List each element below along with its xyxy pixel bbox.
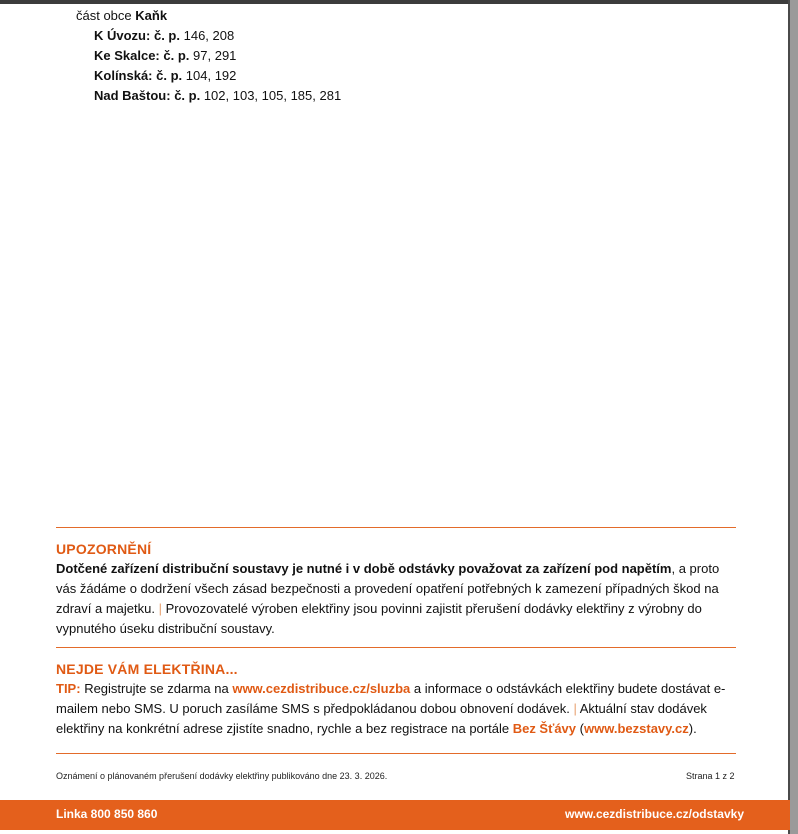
tip-text-part: Aktuální stav dodávek elektřiny na konkrétní adrese zjistíte snadno, rychle a bez registrace na portále: [56, 701, 707, 736]
cp-label: č. p.: [153, 28, 180, 43]
warning-text: [56, 559, 740, 639]
separator: |: [573, 701, 577, 716]
brand-name: Bez Šťávy: [512, 721, 577, 736]
part-prefix: část obce: [76, 8, 132, 23]
street-name: Kolínská:: [94, 68, 153, 83]
separator: |: [158, 601, 163, 616]
house-numbers: 102, 103, 105, 185, 281: [203, 88, 342, 103]
street-name: Nad Baštou:: [94, 88, 171, 103]
publication-note: Oznámení o plánovaném přerušení dodávky elektřiny publikováno dne 23. 3. 2026.: [56, 771, 388, 781]
tip-title: NEJDE VÁM ELEKTŘINA...: [56, 661, 238, 677]
tip-label: TIP:: [56, 681, 81, 696]
warning-text-part: Provozovatelé výroben elektřiny jsou povinni zajistit přerušení dodávky elektřiny z výrobny do vypnutého úseku distribuční soustavy.: [56, 601, 702, 636]
municipality-part: [76, 6, 341, 26]
street-row: [76, 86, 341, 106]
bezstavy-link[interactable]: www.bezstavy.cz: [584, 721, 689, 736]
address-list: [76, 6, 341, 106]
street-name: Ke Skalce:: [94, 48, 160, 63]
part-name: Kaňk: [135, 8, 168, 23]
house-numbers: 97, 291: [193, 48, 237, 63]
tip-text: [56, 679, 740, 739]
cp-label: č. p.: [156, 68, 183, 83]
street-row: [76, 66, 341, 86]
cp-label: č. p.: [163, 48, 190, 63]
window-top-border: [0, 0, 798, 4]
hotline: Linka 800 850 860: [56, 807, 158, 821]
footer-website-link[interactable]: www.cezdistribuce.cz/odstavky: [565, 807, 744, 821]
service-link[interactable]: www.cezdistribuce.cz/sluzba: [232, 681, 411, 696]
street-row: [76, 46, 341, 66]
tip-text-part: Registrujte se zdarma na: [84, 681, 229, 696]
cp-label: č. p.: [174, 88, 201, 103]
street-name: K Úvozu:: [94, 28, 151, 43]
warning-bold-text: Dotčené zařízení distribuční soustavy je nutné i v době odstávky považovat za zařízení pod napětím: [56, 561, 672, 576]
warning-text-part: , a proto vás žádáme o dodržení všech zásad bezpečnosti a provedení opatření potřebných k zamezení případných škod na zdraví a majetku.: [56, 561, 720, 616]
section-divider: [56, 647, 736, 648]
warning-title: UPOZORNĚNÍ: [56, 541, 152, 557]
paren: ).: [688, 721, 697, 736]
viewer-scroll-gutter: [790, 0, 798, 834]
tip-text-part: a informace o odstávkách elektřiny budete dostávat e-mailem nebo SMS. U poruch zasíláme SMS s předpokládanou dobou obnovení dodávek.: [56, 681, 726, 716]
page-number: Strana 1 z 2: [686, 771, 735, 781]
section-divider: [56, 753, 736, 754]
page-edge: [788, 0, 790, 834]
street-row: [76, 26, 341, 46]
section-divider: [56, 527, 736, 528]
house-numbers: 146, 208: [183, 28, 235, 43]
paren: (: [579, 721, 584, 736]
house-numbers: 104, 192: [185, 68, 237, 83]
